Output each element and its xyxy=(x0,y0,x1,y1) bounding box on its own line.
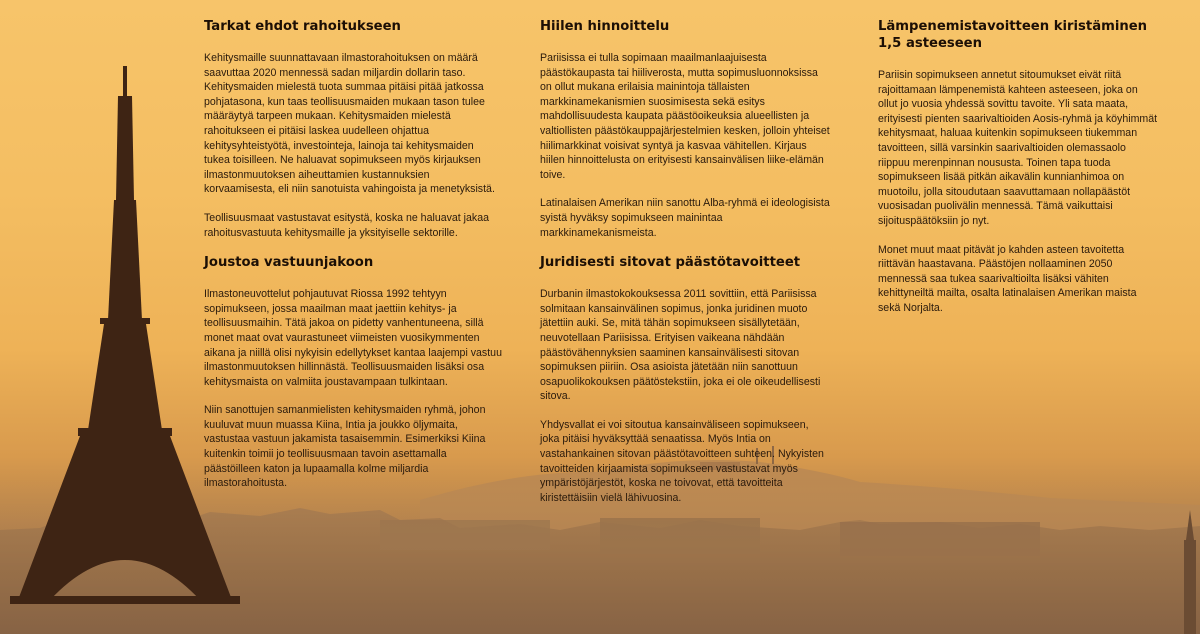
paragraph: Pariisissa ei tulla sopimaan maailmanlaajuisesta päästökaupasta tai hiiliverosta, mutta sopimusluonnoksissa on ollut mukana erilaisia mainintoja tällaisten markkinamekanismien suosimisesta sekä esitys mahdollisuudesta kaupata päästöoikeuksia alueellisten ja valtiollisten päästökauppajärjestelmien kesken, jolloin yhteiset hiilimarkkinat voisivat syntyä ja kasvaa vähitellen. Kirjaus hiilen hinnoittelusta on erityisesti kansainvälisen liike-elämän toive. xyxy=(540,52,830,181)
paragraph: Kehitysmaille suunnattavaan ilmastorahoituksen on määrä saavuttaa 2020 mennessä sadan miljardin dollarin taso. Kehitysmaiden mielestä tuota summaa pitäisi pitää jatkossa pohjatasona, kun taas teollisuusmaiden mukaan tason tulee määräytyä tarpeen mukaan. Kehitysmaiden mielestä rahoitukseen ei pitäisi laskea uudelleen ohjattua kehitysyhteistyötä, investointeja, lainoja tai kehitysmaiden tukea toisilleen. Ne haluavat sopimukseen myös kirjauksen ilmastonmuutoksen aiheuttamien kustannuksien korvaamisesta, eli niin sanotuista vahingoista ja menetyksistä. xyxy=(204,52,495,196)
heading-flexibility: Joustoa vastuunjakoon xyxy=(204,255,374,271)
paragraph: Yhdysvallat ei voi sitoutua kansainväliseen sopimukseen, joka pitäisi hyväksyttää senaatissa. Myös Intia on vastahankainen sitovan päästötavoitteen suhteen. Nykyisten tavoitteiden kirjaamista sopimukseen vastustavat myös ympäristöjärjestöt, koska ne toivovat, että tavoitteita kiristettäisiin vielä lähivuosina. xyxy=(540,418,824,504)
paragraph: Latinalaisen Amerikan niin sanottu Alba-ryhmä ei ideologisista syistä hyväksy sopimukseen mainintaa markkinamekanismeista. xyxy=(540,197,830,239)
heading-financing: Tarkat ehdot rahoitukseen xyxy=(204,19,401,34)
paragraph: Teollisuusmaat vastustavat esitystä, koska ne haluavat jakaa rahoitusvastuuta kehitysmaille ja yksityiselle sektorille. xyxy=(204,211,490,239)
heading-carbon-pricing: Hiilen hinnoittelu xyxy=(540,19,670,34)
column-financing xyxy=(204,18,502,505)
column-carbon-pricing xyxy=(540,18,830,519)
paragraph: Niin sanottujen samanmielisten kehitysmaiden ryhmä, johon kuuluvat muun muassa Kiina, Intia ja joukko öljymaita, vastustaa vastuun jakamista tasaisemmin. Esimerkiksi Kiina kuitenkin toimii jo teollisuusmaan tavoin asettamalla päästöilleen katon ja lupaamalla kolme miljardia ilmastorahoitusta. xyxy=(204,404,486,490)
paragraph: Durbanin ilmastokokouksessa 2011 sovittiin, että Pariisissa solmitaan kansainvälinen sopimus, jonka juridinen muoto jätettiin auki. Se, mitä tähän sopimukseen sisällytetään, neuvotellaan Pariisissa. Erityisen vaikeana nähdään päästövähennyksien saaminen kansainvälisesti sitovan sopimuksen piiriin. Osa asioista jätetään niin sanottuun osapuolikokouksen päätöstekstiin, joka ei ole oikeudellisesti sitova. xyxy=(540,288,821,403)
column-warming-target xyxy=(878,18,1160,330)
paragraph: Ilmastoneuvottelut pohjautuvat Riossa 1992 tehtyyn sopimukseen, jossa maailman maat jaettiin kehitys- ja teollisuusmaihin. Tätä jakoa on pidetty vanhentuneena, sillä monet maat ovat vaurastuneet viimeisten vuosikymmenten aikana ja niillä olisi nykyisin edellytykset kantaa laajempi vastuu ilmastonmuutoksen hillinnästä. Teollisuusmaiden lisäksi osa kehitysmaista on valmiita joustavampaan tulkintaan. xyxy=(204,288,502,388)
paragraph: Pariisin sopimukseen annetut sitoumukset eivät riitä rajoittamaan lämpenemistä kahteen asteeseen, joka on ollut jo vuosia yhdessä sovittu tavoite. Yli sata maata, erityisesti pienten saarivaltioiden Aosis-ryhmä ja köyhimmät kehitysmaat, haluaa kuitenkin sopimukseen tiukemman tavoitteen, sillä varsinkin saarivaltioiden olemassaolo riippuu merenpinnan noususta. Toinen tapa tuoda sopimukseen lisää pitkän aikavälin kunnianhimoa on muotoilu, jolla sitoudutaan saavuttamaan nollapäästöt vuosisadan puolivälin mennessä. Tämä vaikuttaisi sijoituspäätöksiin jo nyt. xyxy=(878,69,1158,227)
heading-binding-targets: Juridisesti sitovat päästötavoitteet xyxy=(540,255,801,271)
heading-warming-target: Lämpenemistavoitteen kiristäminen 1,5 asteeseen xyxy=(878,19,1148,51)
paragraph: Monet muut maat pitävät jo kahden asteen tavoitetta riittävän haastavana. Päästöjen nollaaminen 2050 mennessä saa tukea saarivaltioilta lisäksi vähiten kehittyneiltä mailta, osalta latinalaisen Amerikan maista sekä Norjalta. xyxy=(878,243,1137,314)
